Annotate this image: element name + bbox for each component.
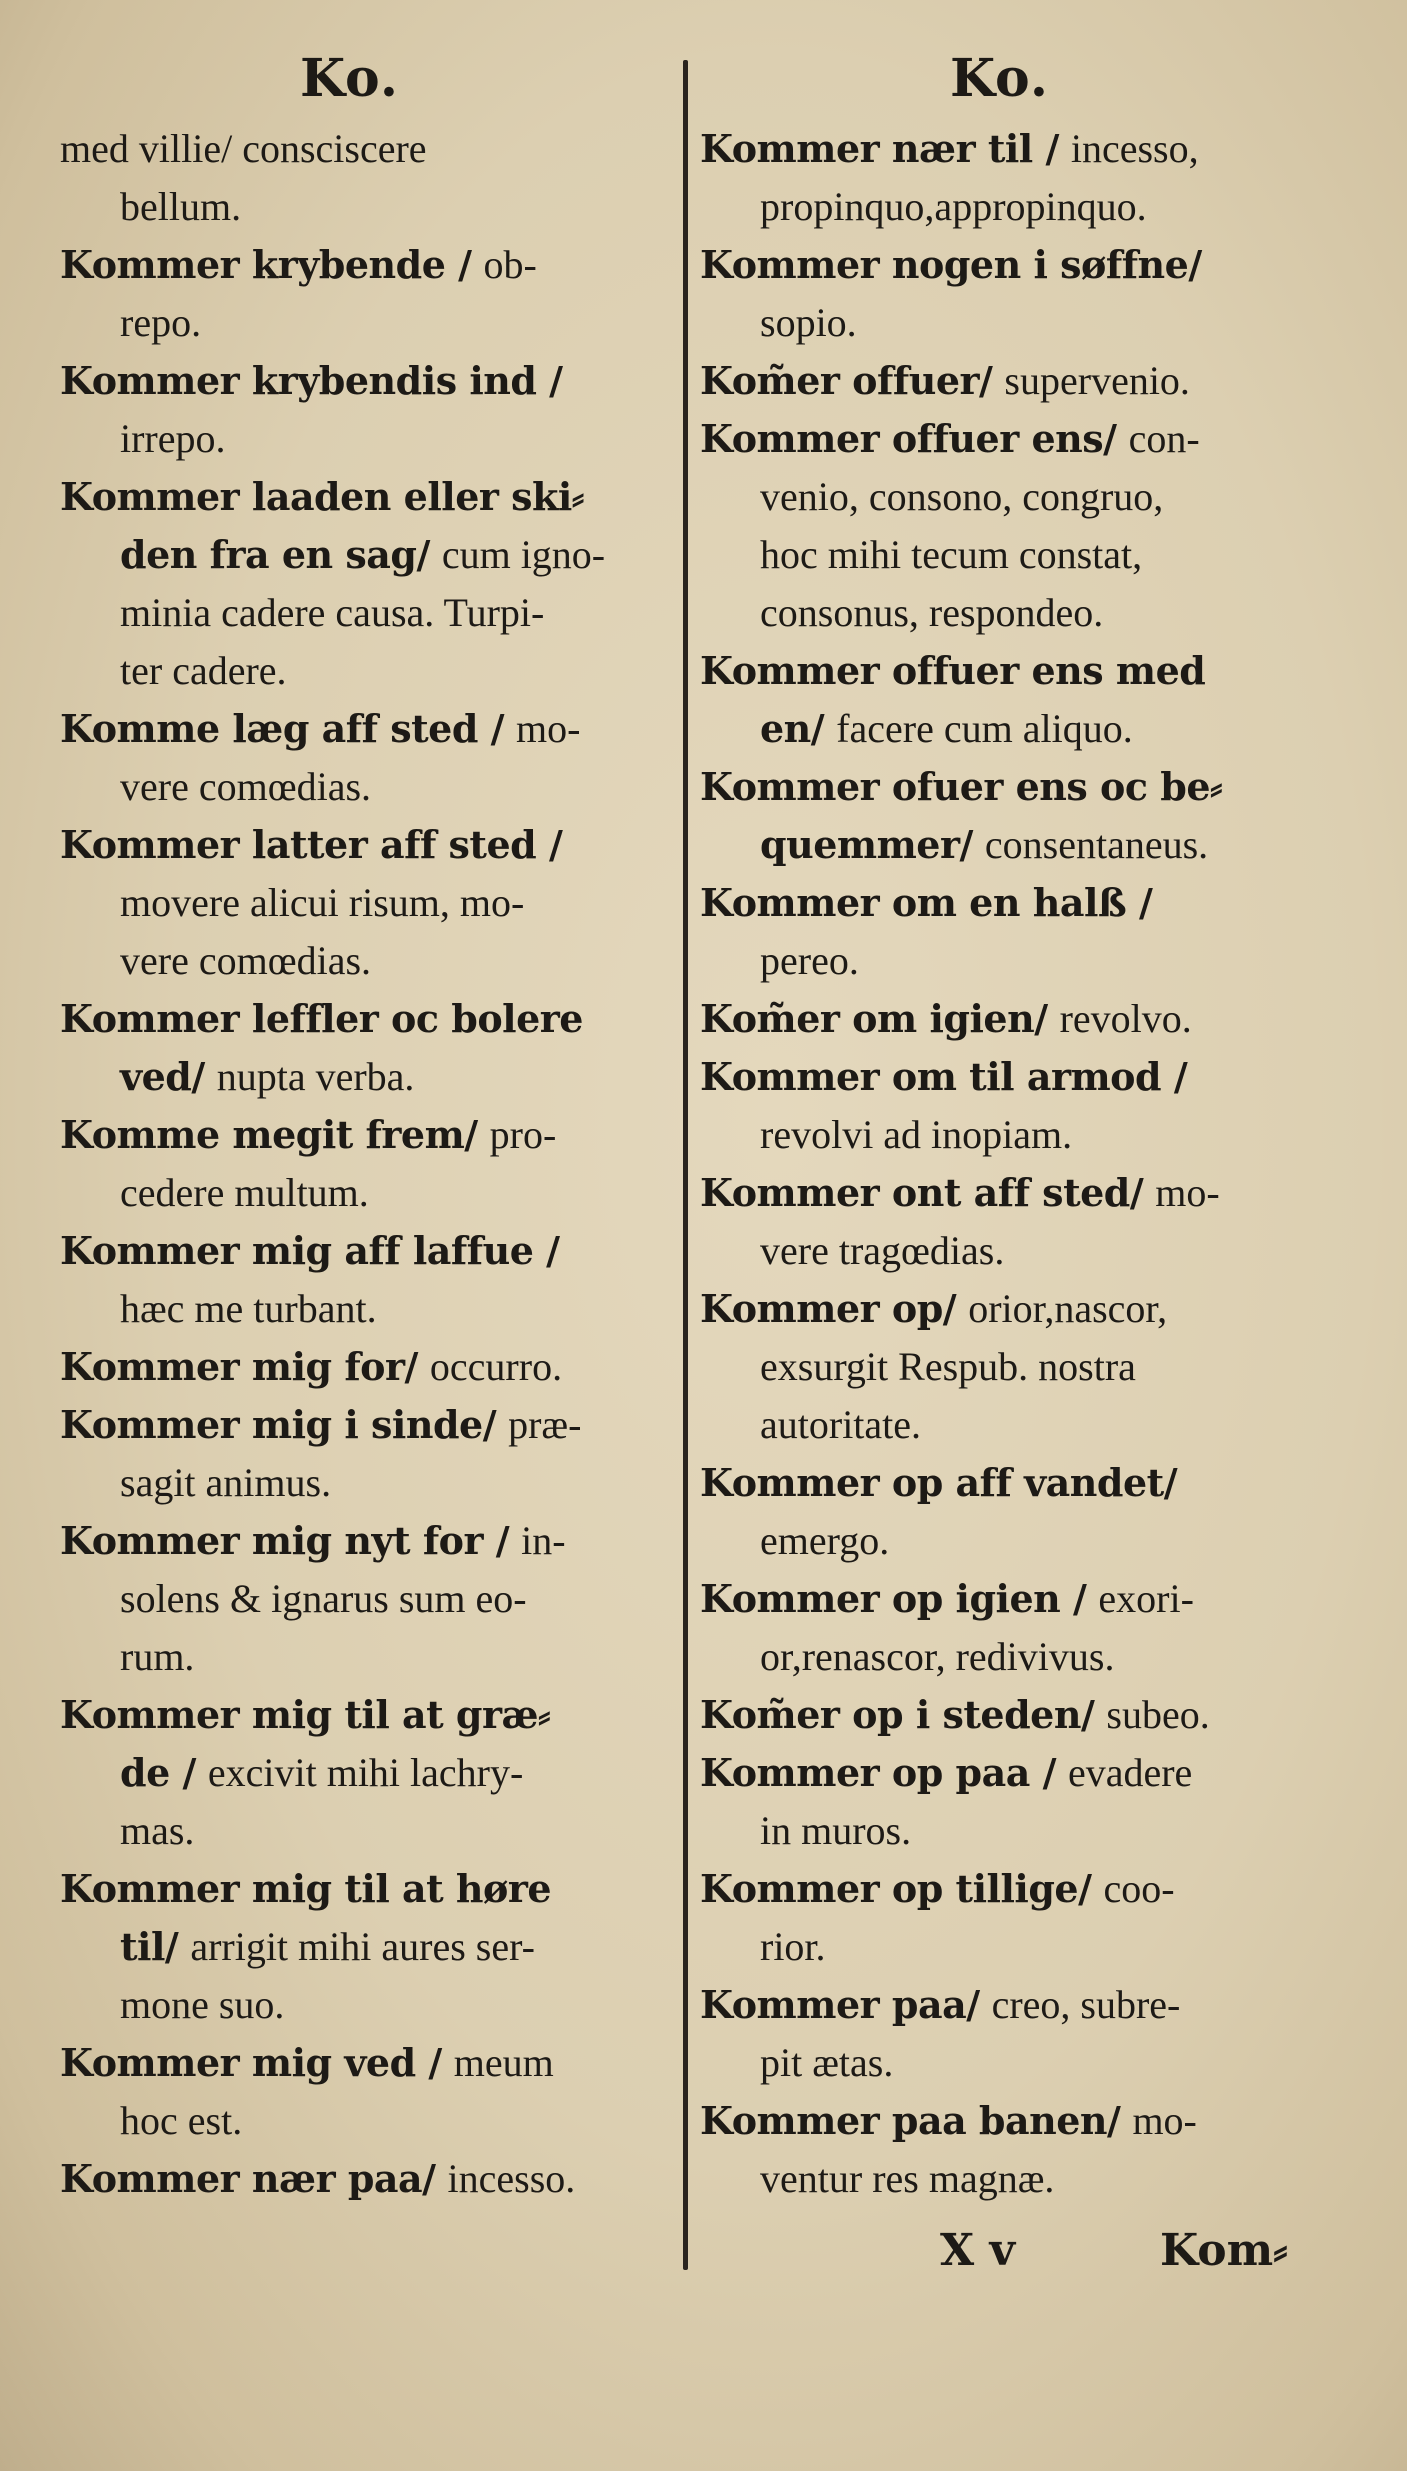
entry-line (700, 2092, 1300, 2150)
latin-gloss: hoc est. (120, 2098, 243, 2143)
left-column (60, 120, 660, 2208)
headword: Kommer op tillige/ (700, 1866, 1092, 1911)
headword: Kommer op aff vandet/ (700, 1460, 1178, 1505)
entry-line (60, 642, 660, 700)
entry-line (700, 1512, 1300, 1570)
entry-line (60, 2150, 660, 2208)
latin-gloss: subeo. (1106, 1692, 1210, 1737)
dictionary-entry (700, 1860, 1300, 1976)
entry-line (60, 468, 660, 526)
latin-gloss: con- (1128, 416, 1200, 461)
latin-gloss: vere tragœdias. (760, 1228, 1005, 1273)
dictionary-entry (700, 874, 1300, 990)
latin-gloss: pro- (489, 1112, 557, 1157)
entry-line (60, 1164, 660, 1222)
right-column (700, 120, 1300, 2208)
entry-line (700, 1338, 1300, 1396)
latin-gloss: creo, subre- (991, 1982, 1181, 2027)
latin-gloss: in- (521, 1518, 566, 1563)
entry-line (60, 410, 660, 468)
entry-line (700, 1628, 1300, 1686)
headword: Kommer op/ (700, 1286, 957, 1331)
latin-gloss: incesso. (447, 2156, 576, 2201)
latin-gloss: mas. (120, 1808, 195, 1853)
headword: Kom̃er op i steden/ (700, 1692, 1095, 1737)
entry-line (60, 990, 660, 1048)
dictionary-entry (700, 990, 1300, 1048)
headword: den fra en sag/ (120, 532, 430, 577)
entry-line (60, 1338, 660, 1396)
dictionary-entry (60, 1222, 660, 1338)
latin-gloss: præ- (508, 1402, 582, 1447)
latin-gloss: propinquo,appropinquo. (760, 184, 1147, 229)
dictionary-entry (700, 236, 1300, 352)
latin-gloss: or,renascor, redivivus. (760, 1634, 1115, 1679)
latin-gloss: ob- (483, 242, 537, 287)
entry-line (60, 294, 660, 352)
dictionary-entry (60, 468, 660, 700)
headword: til/ (120, 1924, 179, 1969)
entry-line (60, 1570, 660, 1628)
headword: Kommer ofuer ens oc be⸗ (700, 764, 1223, 809)
entry-line (700, 1860, 1300, 1918)
entry-line (700, 1918, 1300, 1976)
entry-line (700, 1396, 1300, 1454)
dictionary-entry (60, 700, 660, 816)
entry-line (60, 1744, 660, 1802)
latin-gloss: exori- (1098, 1576, 1194, 1621)
headword: Kommer mig ved / (60, 2040, 442, 2085)
entry-line (700, 700, 1300, 758)
entry-line (700, 816, 1300, 874)
dictionary-entry (60, 1512, 660, 1686)
latin-gloss: coo- (1103, 1866, 1175, 1911)
dictionary-entry (700, 1686, 1300, 1744)
latin-gloss: pit ætas. (760, 2040, 894, 2085)
headword: ved/ (120, 1054, 205, 1099)
latin-gloss: ter cadere. (120, 648, 287, 693)
headword: Kommer offuer ens med (700, 648, 1206, 693)
entry-line (700, 120, 1300, 178)
entry-line (700, 1802, 1300, 1860)
entry-line (60, 874, 660, 932)
latin-gloss: nupta verba. (216, 1054, 415, 1099)
latin-gloss: vere comœdias. (120, 938, 372, 983)
dictionary-entry (60, 352, 660, 468)
headword: Kommer paa banen/ (700, 2098, 1121, 2143)
headword: Kommer om en halß / (700, 880, 1153, 925)
headword: Kommer leffler oc bolere (60, 996, 583, 1041)
entry-line (700, 1164, 1300, 1222)
latin-gloss: meum (453, 2040, 554, 2085)
entry-line (60, 1280, 660, 1338)
running-head-right: Ko. (950, 48, 1049, 109)
latin-gloss: hoc mihi tecum constat, (760, 532, 1143, 577)
dictionary-entry (60, 2034, 660, 2150)
headword: Kommer op igien / (700, 1576, 1087, 1621)
entry-line (60, 120, 660, 178)
latin-gloss: rior. (760, 1924, 826, 1969)
entry-line (60, 932, 660, 990)
entry-line (700, 1280, 1300, 1338)
headword: Kommer krybendis ind / (60, 358, 563, 403)
entry-line (700, 2034, 1300, 2092)
entry-line (700, 758, 1300, 816)
dictionary-entry (60, 1686, 660, 1860)
latin-gloss: minia cadere causa. Turpi- (120, 590, 545, 635)
latin-gloss: revolvo. (1059, 996, 1192, 1041)
dictionary-entry (60, 1860, 660, 2034)
headword: Kommer laaden eller ski⸗ (60, 474, 584, 519)
latin-gloss: venio, consono, congruo, (760, 474, 1164, 519)
entry-line (60, 816, 660, 874)
latin-gloss: cedere multum. (120, 1170, 369, 1215)
dictionary-entry (700, 758, 1300, 874)
latin-gloss: cum igno- (441, 532, 606, 577)
dictionary-entry (700, 2092, 1300, 2208)
dictionary-entry (60, 2150, 660, 2208)
entry-line (700, 2150, 1300, 2208)
dictionary-entry (700, 1048, 1300, 1164)
headword: Kommer krybende / (60, 242, 472, 287)
headword: Kommer mig til at høre (60, 1866, 552, 1911)
dictionary-entry (60, 1396, 660, 1512)
entry-line (60, 2092, 660, 2150)
latin-gloss: irrepo. (120, 416, 226, 461)
entry-line (700, 584, 1300, 642)
latin-gloss: occurro. (429, 1344, 563, 1389)
entry-line (60, 1222, 660, 1280)
latin-gloss: mo- (516, 706, 581, 751)
entry-line (60, 1454, 660, 1512)
latin-gloss: excivit mihi lachry- (207, 1750, 524, 1795)
headword: Kom̃er offuer/ (700, 358, 993, 403)
latin-gloss: mone suo. (120, 1982, 285, 2027)
dictionary-entry (60, 990, 660, 1106)
latin-gloss: pereo. (760, 938, 859, 983)
latin-gloss: med villie/ consciscere (60, 126, 427, 171)
dictionary-entry (700, 1976, 1300, 2092)
headword: Komme megit frem/ (60, 1112, 478, 1157)
latin-gloss: supervenio. (1004, 358, 1190, 403)
latin-gloss: incesso, (1070, 126, 1199, 171)
entry-line (700, 410, 1300, 468)
entry-line (700, 178, 1300, 236)
headword: Komme læg aff sted / (60, 706, 504, 751)
headword: Kommer nær paa/ (60, 2156, 436, 2201)
entry-line (60, 1628, 660, 1686)
dictionary-entry (60, 120, 660, 236)
entry-line (60, 1860, 660, 1918)
running-head-left: Ko. (300, 48, 399, 109)
entry-line (60, 1918, 660, 1976)
latin-gloss: sopio. (760, 300, 857, 345)
headword: Kommer mig for/ (60, 1344, 418, 1389)
latin-gloss: solens & ignarus sum eo- (120, 1576, 527, 1621)
headword: de / (120, 1750, 196, 1795)
dictionary-entry (700, 1744, 1300, 1860)
entry-line (60, 1512, 660, 1570)
entry-line (700, 642, 1300, 700)
dictionary-entry (700, 1570, 1300, 1686)
entry-line (60, 1802, 660, 1860)
headword: Kommer latter aff sted / (60, 822, 563, 867)
entry-line (700, 352, 1300, 410)
latin-gloss: sagit animus. (120, 1460, 332, 1505)
entry-line (700, 1686, 1300, 1744)
dictionary-entry (60, 1106, 660, 1222)
headword: Kommer mig til at græ⸗ (60, 1692, 551, 1737)
latin-gloss: mo- (1132, 2098, 1197, 2143)
entry-line (60, 1048, 660, 1106)
dictionary-entry (700, 120, 1300, 236)
headword: Kommer paa/ (700, 1982, 980, 2027)
entry-line (700, 1106, 1300, 1164)
latin-gloss: emergo. (760, 1518, 890, 1563)
latin-gloss: consonus, respondeo. (760, 590, 1104, 635)
headword: Kommer ont aff sted/ (700, 1170, 1144, 1215)
headword: Kommer om til armod / (700, 1054, 1188, 1099)
entry-line (700, 1222, 1300, 1280)
latin-gloss: revolvi ad inopiam. (760, 1112, 1073, 1157)
dictionary-entry (700, 1164, 1300, 1280)
entry-line (700, 526, 1300, 584)
entry-line (60, 526, 660, 584)
entry-line (700, 1048, 1300, 1106)
entry-line (700, 1570, 1300, 1628)
dictionary-entry (60, 1338, 660, 1396)
entry-line (700, 932, 1300, 990)
dictionary-entry (700, 410, 1300, 642)
dictionary-entry (60, 816, 660, 990)
latin-gloss: evadere (1067, 1750, 1193, 1795)
latin-gloss: mo- (1155, 1170, 1220, 1215)
latin-gloss: rum. (120, 1634, 195, 1679)
entry-line (60, 2034, 660, 2092)
entry-line (700, 1744, 1300, 1802)
latin-gloss: orior,nascor, (968, 1286, 1168, 1331)
latin-gloss: ventur res magnæ. (760, 2156, 1055, 2201)
dictionary-entry (700, 1280, 1300, 1454)
catchword: Kom⸗ (1160, 2225, 1288, 2276)
latin-gloss: hæc me turbant. (120, 1286, 377, 1331)
entry-line (60, 758, 660, 816)
entry-line (700, 990, 1300, 1048)
headword: Kommer nær til / (700, 126, 1059, 171)
headword: Kommer mig aff laffue / (60, 1228, 560, 1273)
dictionary-entry (60, 236, 660, 352)
headword: Kommer mig nyt for / (60, 1518, 510, 1563)
entry-line (60, 1686, 660, 1744)
entry-line (700, 236, 1300, 294)
latin-gloss: consentaneus. (984, 822, 1209, 867)
headword: Kommer mig i sinde/ (60, 1402, 497, 1447)
latin-gloss: bellum. (120, 184, 242, 229)
latin-gloss: facere cum aliquo. (836, 706, 1133, 751)
entry-line (700, 294, 1300, 352)
dictionary-entry (700, 352, 1300, 410)
entry-line (60, 584, 660, 642)
column-divider (683, 60, 688, 2270)
entry-line (60, 1976, 660, 2034)
headword: Kommer nogen i søffne/ (700, 242, 1202, 287)
dictionary-entry (700, 642, 1300, 758)
entry-line (60, 236, 660, 294)
entry-line (60, 1396, 660, 1454)
latin-gloss: movere alicui risum, mo- (120, 880, 525, 925)
entry-line (700, 1976, 1300, 2034)
dictionary-entry (700, 1454, 1300, 1570)
entry-line (700, 468, 1300, 526)
latin-gloss: vere comœdias. (120, 764, 372, 809)
entry-line (700, 1454, 1300, 1512)
latin-gloss: exsurgit Respub. nostra (760, 1344, 1136, 1389)
headword: Kom̃er om igien/ (700, 996, 1048, 1041)
entry-line (60, 1106, 660, 1164)
entry-line (700, 874, 1300, 932)
latin-gloss: arrigit mihi aures ser- (190, 1924, 535, 1969)
headword: quemmer/ (760, 822, 973, 867)
latin-gloss: autoritate. (760, 1402, 922, 1447)
headword: Kommer op paa / (700, 1750, 1056, 1795)
latin-gloss: repo. (120, 300, 202, 345)
entry-line (60, 178, 660, 236)
entry-line (60, 700, 660, 758)
headword: Kommer offuer ens/ (700, 416, 1117, 461)
entry-line (60, 352, 660, 410)
signature-mark: X v (940, 2225, 1016, 2276)
headword: en/ (760, 706, 825, 751)
latin-gloss: in muros. (760, 1808, 912, 1853)
